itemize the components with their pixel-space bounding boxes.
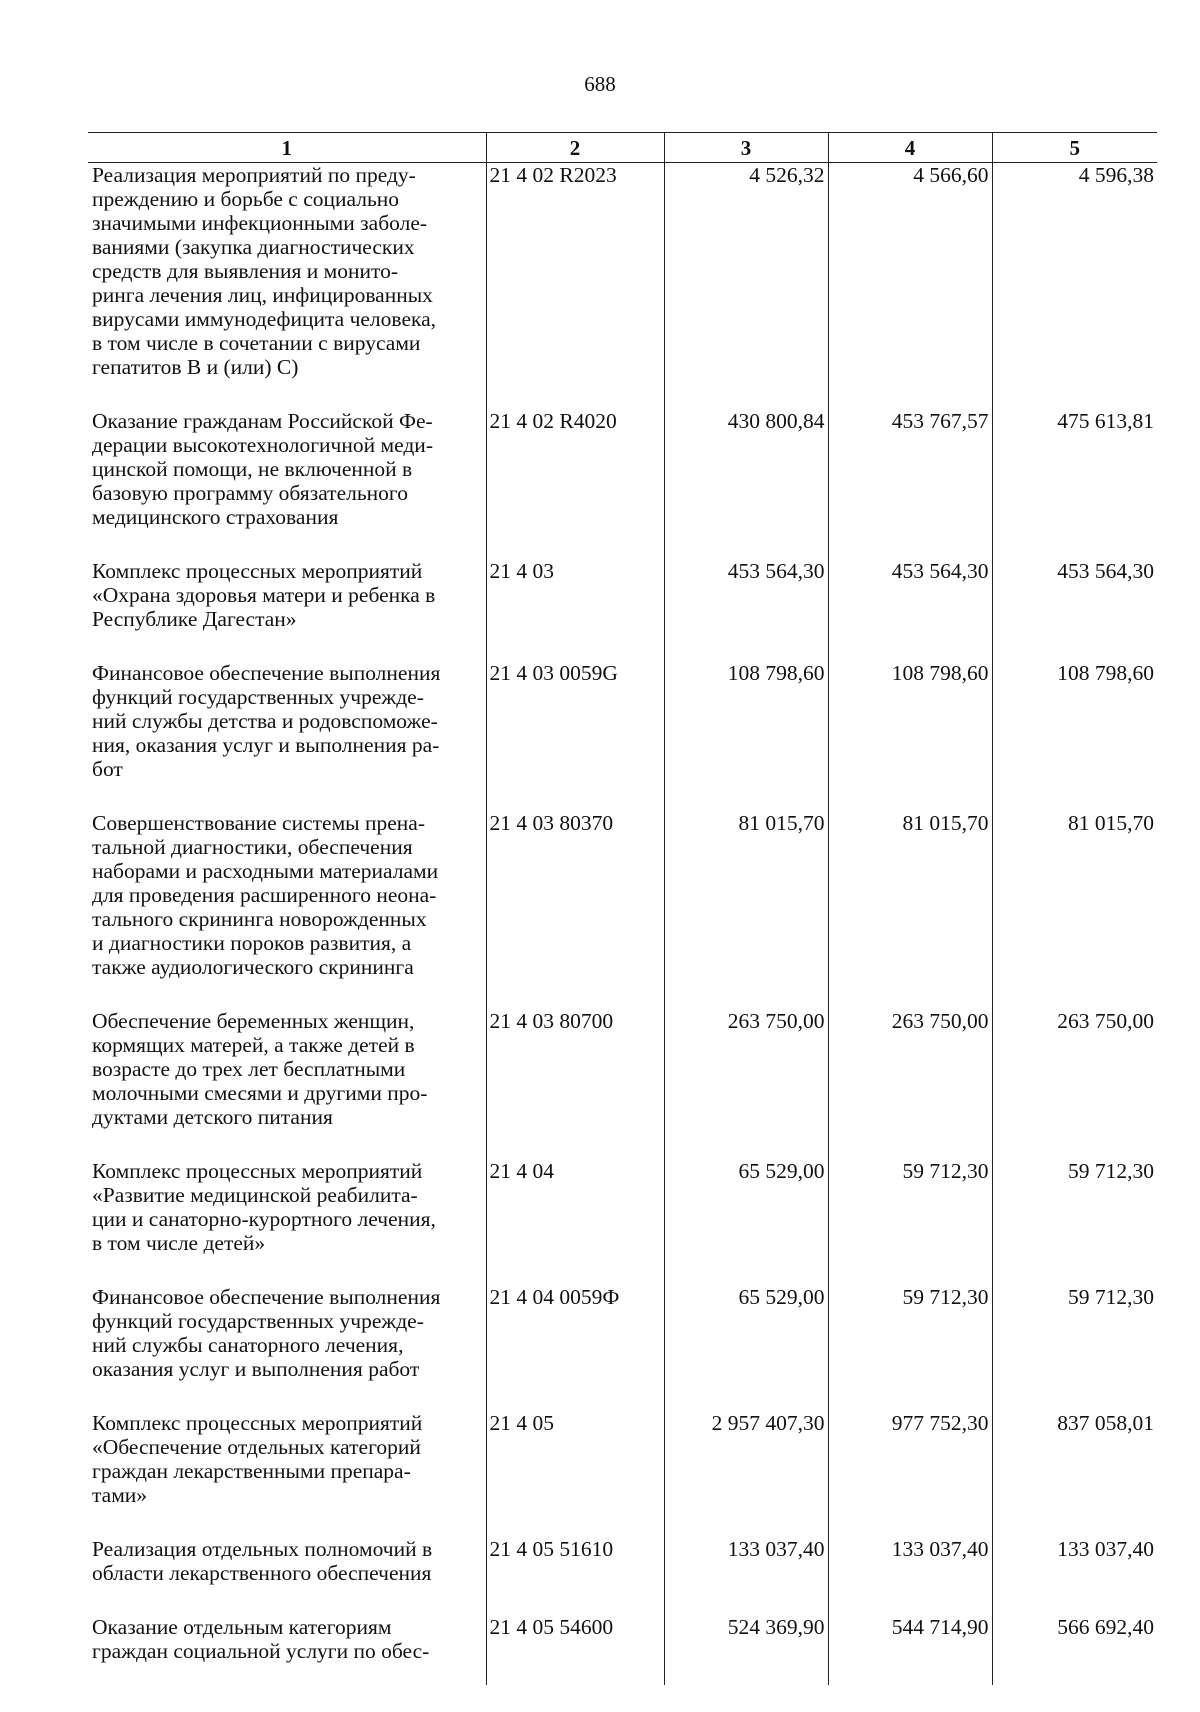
page-number: 688 [584,72,616,96]
item-name: Комплекс процессных мероприятий «Охрана здоровья матери и ребенка в Республике Дагестан» [92,559,436,631]
value-col-4: 453 564,30 [828,559,992,661]
table-row [88,1615,1157,1685]
item-code: 21 4 05 51610 [486,1537,664,1615]
value-col-4: 544 714,90 [828,1615,992,1685]
item-code: 21 4 03 [486,559,664,661]
value-col-5: 453 564,30 [992,559,1157,661]
item-code: 21 4 03 80370 [486,811,664,1009]
item-name: Финансовое обеспечение выполнения функций государственных учрежде- ний службы детства и родовспоможе- ния, оказания услуг и выполнения ра- бот [92,661,441,781]
table-body [88,163,1157,1686]
table-row [88,811,1157,1009]
table-row [88,1009,1157,1159]
value-col-5: 59 712,30 [992,1159,1157,1285]
item-code: 21 4 05 54600 [486,1615,664,1685]
value-col-5: 133 037,40 [992,1537,1157,1615]
item-code: 21 4 02 R4020 [486,409,664,559]
budget-table [88,132,1157,1685]
value-col-3: 430 800,84 [664,409,828,559]
value-col-3: 4 526,32 [664,163,828,410]
value-col-3: 81 015,70 [664,811,828,1009]
item-name: Совершенствование системы прена- тальной диагностики, обеспечения наборами и расходными материалами для проведения расширенного неона- тального скрининга новорожденных и диагностики пороков развития, а также аудиологического скрининга [92,811,439,979]
header-col-1: 1 [88,133,486,163]
item-name: Реализация отдельных полномочий в области лекарственного обеспечения [92,1537,433,1585]
table-row [88,1159,1157,1285]
item-code: 21 4 05 [486,1411,664,1537]
value-col-3: 2 957 407,30 [664,1411,828,1537]
item-code: 21 4 03 0059G [486,661,664,811]
item-code: 21 4 04 0059Ф [486,1285,664,1411]
value-col-3: 65 529,00 [664,1285,828,1411]
value-col-3: 263 750,00 [664,1009,828,1159]
table-row [88,1285,1157,1411]
value-col-4: 133 037,40 [828,1537,992,1615]
item-name: Оказание отдельным категориям граждан социальной услуги по обес- [92,1615,430,1663]
value-col-3: 453 564,30 [664,559,828,661]
value-col-4: 81 015,70 [828,811,992,1009]
item-name: Комплекс процессных мероприятий «Обеспечение отдельных категорий граждан лекарственными препара- тами» [92,1411,423,1507]
value-col-5: 81 015,70 [992,811,1157,1009]
table-row [88,1537,1157,1615]
value-col-3: 108 798,60 [664,661,828,811]
value-col-3: 524 369,90 [664,1615,828,1685]
item-name: Реализация мероприятий по преду- преждению и борьбе с социально значимыми инфекционными заболе- ваниями (закупка диагностических средств для выявления и монито- ринга лечения лиц, инфицированных вирусами иммунодефицита человека, в том числе в сочетании с вирусами гепатитов В и (или) С) [92,163,437,379]
value-col-5: 566 692,40 [992,1615,1157,1685]
value-col-5: 475 613,81 [992,409,1157,559]
value-col-4: 59 712,30 [828,1285,992,1411]
table-row [88,163,1157,410]
table-row [88,559,1157,661]
item-code: 21 4 02 R2023 [486,163,664,410]
value-col-4: 977 752,30 [828,1411,992,1537]
item-code: 21 4 03 80700 [486,1009,664,1159]
value-col-4: 453 767,57 [828,409,992,559]
value-col-5: 59 712,30 [992,1285,1157,1411]
table-row [88,409,1157,559]
header-col-3: 3 [664,133,828,163]
value-col-5: 108 798,60 [992,661,1157,811]
value-col-4: 108 798,60 [828,661,992,811]
header-col-4: 4 [828,133,992,163]
item-name: Финансовое обеспечение выполнения функций государственных учрежде- ний службы санаторного лечения, оказания услуг и выполнения работ [92,1285,441,1381]
value-col-4: 59 712,30 [828,1159,992,1285]
header-row [88,133,1157,163]
table-row [88,1411,1157,1537]
item-name: Оказание гражданам Российской Фе- дерации высокотехнологичной меди- цинской помощи, не включенной в базовую программу обязательного медицинского страхования [92,409,433,529]
item-code: 21 4 04 [486,1159,664,1285]
value-col-5: 263 750,00 [992,1009,1157,1159]
value-col-3: 133 037,40 [664,1537,828,1615]
header-col-5: 5 [992,133,1157,163]
table-row [88,661,1157,811]
value-col-5: 4 596,38 [992,163,1157,410]
value-col-4: 4 566,60 [828,163,992,410]
value-col-4: 263 750,00 [828,1009,992,1159]
header-col-2: 2 [486,133,664,163]
item-name: Обеспечение беременных женщин, кормящих матерей, а также детей в возрасте до трех лет бесплатными молочными смесями и другими про- дуктами детского питания [92,1009,428,1129]
value-col-5: 837 058,01 [992,1411,1157,1537]
value-col-3: 65 529,00 [664,1159,828,1285]
item-name: Комплекс процессных мероприятий «Развитие медицинской реабилита- ции и санаторно-курортного лечения, в том числе детей» [92,1159,436,1255]
